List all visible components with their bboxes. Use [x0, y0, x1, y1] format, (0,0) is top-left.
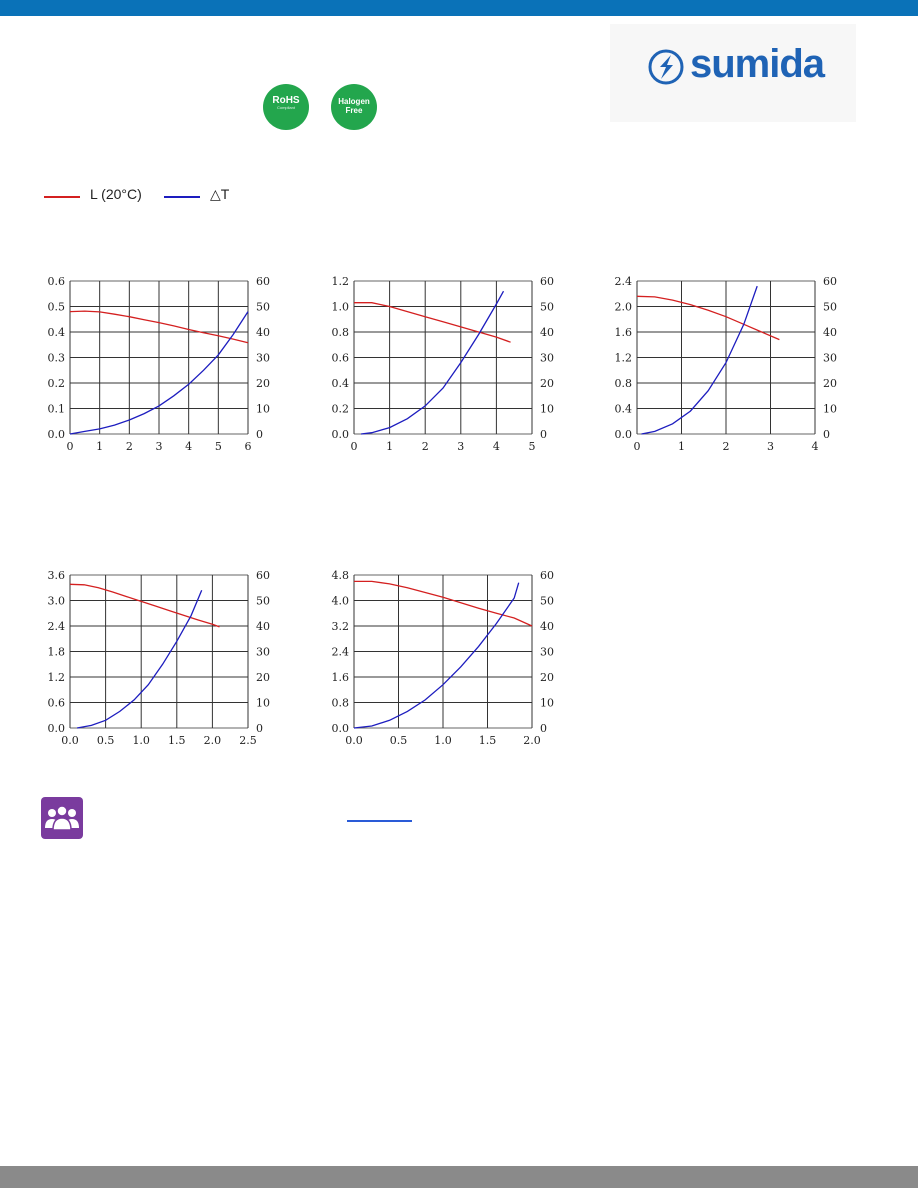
y-right-tick-label: 20 — [256, 671, 270, 684]
y-left-tick-label: 0.4 — [47, 326, 65, 339]
y-right-tick-label: 30 — [256, 645, 270, 659]
y-left-tick-label: 3.6 — [47, 569, 65, 582]
y-left-tick-label: 0.6 — [47, 696, 65, 710]
x-tick-label: 0.0 — [61, 734, 79, 747]
y-right-tick-label: 50 — [823, 300, 837, 314]
x-tick-label: 0.0 — [345, 734, 363, 747]
y-left-tick-label: 1.2 — [47, 671, 65, 684]
y-right-tick-label: 0 — [256, 428, 263, 441]
sumida-logo-icon — [648, 49, 684, 85]
rohs-label: RoHS — [272, 95, 300, 106]
y-right-tick-label: 0 — [540, 428, 547, 441]
x-tick-label: 0.5 — [389, 734, 408, 747]
y-right-tick-label: 30 — [823, 351, 837, 365]
sumida-logo — [610, 24, 856, 122]
x-tick-label: 0 — [350, 440, 358, 453]
y-right-tick-label: 20 — [540, 671, 554, 684]
x-tick-label: 1 — [386, 440, 394, 453]
header-bar — [0, 0, 918, 16]
y-right-tick-label: 40 — [540, 326, 554, 339]
brand-name: sumida — [690, 42, 825, 86]
y-right-tick-label: 60 — [540, 275, 554, 288]
x-tick-label: 4 — [185, 440, 193, 453]
y-left-tick-label: 1.6 — [331, 671, 349, 684]
temperature-rise-line — [77, 590, 202, 728]
chart-svg — [597, 268, 837, 468]
rohs-detail: Compliant — [276, 105, 295, 110]
y-left-tick-label: 2.4 — [47, 620, 65, 633]
y-right-tick-label: 10 — [540, 402, 554, 416]
y-left-tick-label: 2.4 — [331, 645, 349, 659]
temperature-rise-line — [354, 583, 519, 728]
y-right-tick-label: 0 — [540, 722, 547, 735]
x-tick-label: 0.5 — [96, 734, 115, 747]
y-left-tick-label: 0.0 — [614, 428, 632, 441]
y-right-tick-label: 30 — [256, 351, 270, 365]
y-right-tick-label: 10 — [540, 696, 554, 710]
chart-svg — [314, 268, 554, 468]
legend-inductance-label: L (20°C) — [90, 186, 142, 202]
chart-svg — [314, 562, 554, 762]
legend-temperature-swatch — [164, 196, 200, 198]
halogen-free-badge — [331, 84, 377, 130]
y-left-tick-label: 0.0 — [331, 722, 349, 735]
x-tick-label: 6 — [244, 440, 252, 453]
x-tick-label: 1.5 — [478, 734, 497, 747]
chart-1 — [30, 268, 270, 468]
halogen-free-label: Halogen Free — [338, 97, 370, 115]
y-right-tick-label: 40 — [540, 620, 554, 633]
y-right-tick-label: 50 — [540, 300, 554, 314]
x-tick-label: 1.0 — [132, 734, 150, 747]
temperature-rise-line — [361, 291, 503, 434]
y-left-tick-label: 0.6 — [47, 275, 65, 288]
x-tick-label: 2 — [421, 440, 429, 453]
x-tick-label: 2 — [722, 440, 730, 453]
x-tick-label: 1.0 — [434, 734, 452, 747]
x-tick-label: 1 — [678, 440, 685, 453]
x-tick-label: 0 — [633, 440, 641, 453]
y-left-tick-label: 0.8 — [331, 696, 349, 710]
y-left-tick-label: 0.0 — [331, 428, 349, 441]
y-right-tick-label: 30 — [540, 645, 554, 659]
y-right-tick-label: 40 — [256, 620, 270, 633]
x-tick-label: 3 — [155, 440, 163, 453]
y-left-tick-label: 0.4 — [331, 377, 349, 390]
y-left-tick-label: 0.5 — [47, 300, 65, 314]
y-right-tick-label: 40 — [823, 326, 837, 339]
y-right-tick-label: 40 — [256, 326, 270, 339]
inductance-line — [637, 296, 779, 339]
y-left-tick-label: 2.4 — [614, 275, 632, 288]
temperature-rise-line — [642, 286, 758, 434]
y-right-tick-label: 20 — [256, 377, 270, 390]
y-right-tick-label: 20 — [540, 377, 554, 390]
y-right-tick-label: 30 — [540, 351, 554, 365]
x-tick-label: 5 — [528, 440, 536, 453]
x-tick-label: 2.5 — [239, 734, 257, 747]
y-right-tick-label: 50 — [540, 594, 554, 608]
inductance-line — [354, 303, 511, 343]
x-tick-label: 5 — [214, 440, 222, 453]
inductance-line — [70, 584, 220, 627]
x-tick-label: 2.0 — [203, 734, 222, 747]
footer-bar — [0, 1166, 918, 1188]
contact-link-underline[interactable] — [347, 820, 412, 822]
y-left-tick-label: 0.2 — [331, 402, 349, 416]
y-right-tick-label: 20 — [823, 377, 837, 390]
y-left-tick-label: 0.2 — [47, 377, 65, 390]
y-left-tick-label: 3.2 — [331, 620, 349, 633]
y-right-tick-label: 50 — [256, 300, 270, 314]
y-left-tick-label: 1.0 — [331, 300, 349, 314]
chart-3 — [597, 268, 837, 468]
y-right-tick-label: 60 — [823, 275, 837, 288]
y-left-tick-label: 2.0 — [614, 300, 632, 314]
x-tick-label: 1.5 — [168, 734, 186, 747]
y-left-tick-label: 1.2 — [331, 275, 349, 288]
legend-temperature-label: △T — [210, 186, 230, 202]
x-tick-label: 4 — [492, 440, 500, 453]
x-tick-label: 1 — [96, 440, 104, 453]
y-left-tick-label: 1.8 — [47, 645, 65, 659]
y-left-tick-label: 3.0 — [47, 594, 65, 608]
chart-svg — [30, 268, 270, 468]
y-left-tick-label: 0.6 — [331, 351, 349, 365]
chart-5 — [314, 562, 554, 762]
y-right-tick-label: 0 — [256, 722, 263, 735]
y-right-tick-label: 60 — [540, 569, 554, 582]
y-left-tick-label: 4.0 — [331, 594, 349, 608]
y-right-tick-label: 60 — [256, 569, 270, 582]
x-tick-label: 3 — [457, 440, 465, 453]
x-tick-label: 2 — [125, 440, 133, 453]
chart-2 — [314, 268, 554, 468]
x-tick-label: 3 — [767, 440, 774, 453]
y-left-tick-label: 1.2 — [614, 351, 632, 365]
y-right-tick-label: 60 — [256, 275, 270, 288]
x-tick-label: 2.0 — [523, 734, 541, 747]
y-left-tick-label: 0.8 — [614, 377, 632, 390]
y-left-tick-label: 0.0 — [47, 722, 65, 735]
rohs-badge — [263, 84, 309, 130]
y-right-tick-label: 10 — [256, 402, 270, 416]
y-left-tick-label: 0.8 — [331, 326, 349, 339]
y-left-tick-label: 0.1 — [47, 402, 65, 416]
y-right-tick-label: 10 — [823, 402, 837, 416]
y-left-tick-label: 0.0 — [47, 428, 65, 441]
legend-inductance-swatch — [44, 196, 80, 198]
y-right-tick-label: 10 — [256, 696, 270, 710]
contact-group-icon[interactable] — [41, 797, 83, 839]
y-left-tick-label: 0.4 — [614, 402, 632, 416]
x-tick-label: 0 — [66, 440, 74, 453]
chart-4 — [30, 562, 270, 762]
y-left-tick-label: 1.6 — [614, 326, 632, 339]
y-right-tick-label: 50 — [256, 594, 270, 608]
x-tick-label: 4 — [811, 440, 819, 453]
people-icon — [41, 797, 83, 839]
chart-svg — [30, 562, 270, 762]
y-left-tick-label: 0.3 — [47, 351, 65, 365]
y-right-tick-label: 0 — [823, 428, 830, 441]
y-left-tick-label: 4.8 — [331, 569, 349, 582]
